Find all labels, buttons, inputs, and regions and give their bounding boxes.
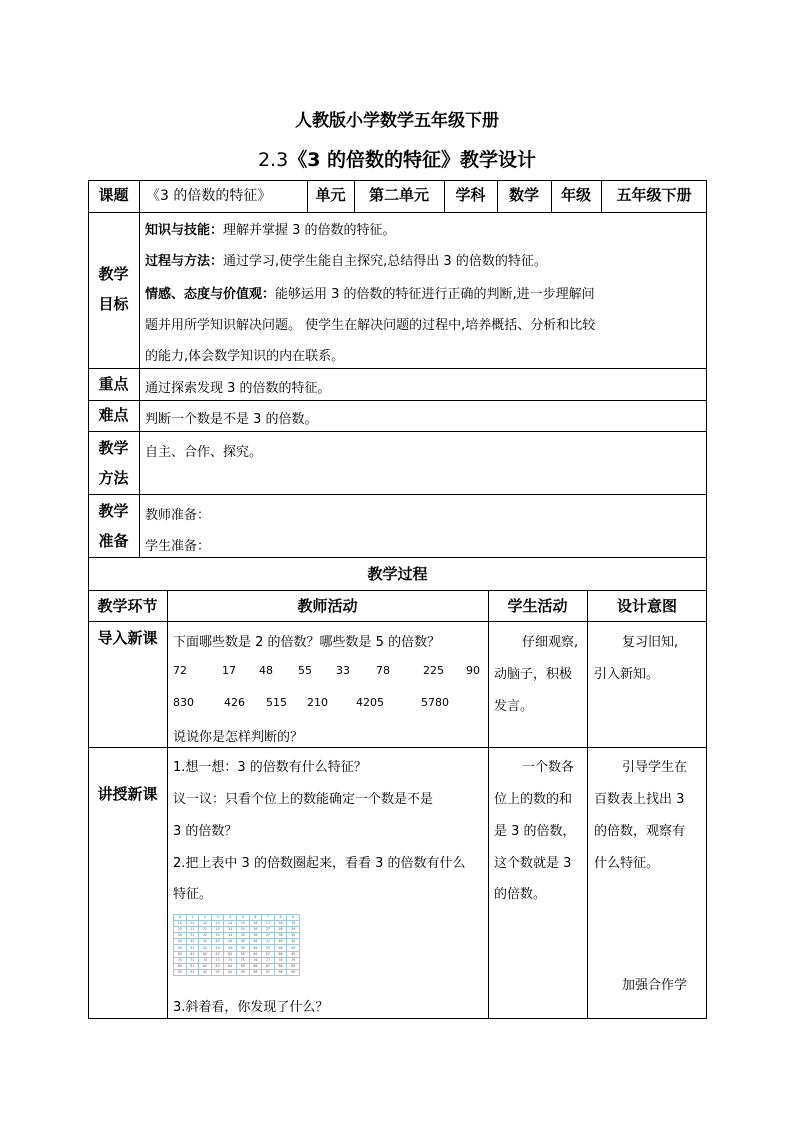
course-label: 课题 bbox=[98, 186, 129, 204]
hundred-chart-cell: 40 bbox=[174, 939, 187, 945]
method-label-1: 教学 bbox=[98, 439, 129, 457]
hundred-chart-cell: 88 bbox=[274, 963, 287, 969]
intro-intent-2: 引入新知。 bbox=[594, 667, 660, 682]
hundred-chart-cell: 38 bbox=[274, 933, 287, 939]
hundred-chart-cell: 39 bbox=[287, 933, 300, 939]
difficult-label: 难点 bbox=[98, 406, 129, 424]
hundred-chart-cell: 83 bbox=[211, 963, 224, 969]
hundred-chart-cell: 58 bbox=[274, 945, 287, 951]
hundred-chart-cell: 12 bbox=[199, 921, 212, 927]
hundred-chart-cell: 46 bbox=[249, 939, 262, 945]
number: 17 bbox=[222, 664, 236, 677]
lesson-step-1: 1.想一想：3 的倍数有什么特征？ bbox=[173, 760, 367, 775]
hundred-chart-cell: 6 bbox=[249, 915, 262, 921]
hundred-chart-cell: 89 bbox=[287, 963, 300, 969]
goal-process bbox=[145, 250, 547, 269]
intro-intent-1: 复习旧知, bbox=[622, 635, 679, 650]
lesson-title: 《3 的倍数的特征》教学设计 bbox=[288, 149, 537, 171]
hundred-chart-cell: 10 bbox=[174, 921, 187, 927]
intro-student-2: 动脑子，积极 bbox=[494, 667, 573, 682]
hundred-chart-cell: 42 bbox=[199, 939, 212, 945]
hundred-chart-cell: 71 bbox=[186, 957, 199, 963]
hundred-chart-cell: 43 bbox=[211, 939, 224, 945]
hundred-chart-cell: 2 bbox=[199, 915, 212, 921]
col-student: 学生活动 bbox=[507, 597, 568, 615]
hundred-chart-cell: 79 bbox=[287, 957, 300, 963]
hundred-chart-cell: 33 bbox=[211, 933, 224, 939]
number: 5780 bbox=[421, 696, 449, 709]
lesson-intent-2: 百数表上找出 3 bbox=[594, 792, 685, 807]
col-teacher: 教师活动 bbox=[297, 597, 358, 615]
hundred-chart-cell: 62 bbox=[199, 951, 212, 957]
hundred-chart-cell: 92 bbox=[199, 969, 212, 975]
hundred-chart-cell: 48 bbox=[274, 939, 287, 945]
hundred-chart-cell: 26 bbox=[249, 927, 262, 933]
goal-attitude-text: 能够运用 3 的倍数的特征进行正确的判断,进一步理解问 bbox=[275, 287, 595, 302]
hundred-chart-cell: 93 bbox=[211, 969, 224, 975]
hundred-chart-cell: 77 bbox=[262, 957, 275, 963]
hundred-chart-cell: 52 bbox=[199, 945, 212, 951]
lesson-student-3: 是 3 的倍数， bbox=[494, 824, 576, 839]
hundred-chart-cell: 28 bbox=[274, 927, 287, 933]
hundred-chart-cell: 53 bbox=[211, 945, 224, 951]
hundred-chart-cell: 19 bbox=[287, 921, 300, 927]
hundred-chart-cell: 17 bbox=[262, 921, 275, 927]
lesson-student-1: 一个数各 bbox=[522, 760, 575, 775]
hundred-chart-cell: 15 bbox=[236, 921, 249, 927]
hundred-chart-cell: 55 bbox=[236, 945, 249, 951]
hundred-chart-cell: 68 bbox=[274, 951, 287, 957]
key-text: 通过探索发现 3 的倍数的特征。 bbox=[145, 381, 331, 396]
hundred-chart-cell: 67 bbox=[262, 951, 275, 957]
number: 515 bbox=[266, 696, 287, 709]
hundred-chart-cell: 91 bbox=[186, 969, 199, 975]
hundred-chart-cell: 80 bbox=[174, 963, 187, 969]
hundred-chart-cell: 27 bbox=[262, 927, 275, 933]
key-label: 重点 bbox=[98, 375, 129, 393]
hundred-chart-cell: 23 bbox=[211, 927, 224, 933]
hundred-chart-cell: 99 bbox=[287, 969, 300, 975]
lesson-intent-4: 什么特征。 bbox=[594, 856, 660, 871]
hundred-chart-cell: 65 bbox=[236, 951, 249, 957]
hundred-chart-cell: 97 bbox=[262, 969, 275, 975]
hundred-chart-cell: 87 bbox=[262, 963, 275, 969]
hundred-chart-cell: 84 bbox=[224, 963, 237, 969]
number: 225 bbox=[423, 664, 444, 677]
intro-student-3: 发言。 bbox=[494, 699, 534, 714]
hundred-chart-cell: 95 bbox=[236, 969, 249, 975]
hundred-chart-cell: 13 bbox=[211, 921, 224, 927]
hundred-chart-cell: 94 bbox=[224, 969, 237, 975]
hundred-chart-cell: 59 bbox=[287, 945, 300, 951]
hundred-chart-cell: 18 bbox=[274, 921, 287, 927]
hundred-chart-cell: 56 bbox=[249, 945, 262, 951]
lesson-student-5: 的倍数。 bbox=[494, 887, 547, 902]
hundred-chart-cell: 9 bbox=[287, 915, 300, 921]
hundred-chart-cell: 75 bbox=[236, 957, 249, 963]
grade-label: 年级 bbox=[560, 186, 591, 204]
lesson-student-2: 位上的数的和 bbox=[494, 792, 573, 807]
lesson-step-2-cont: 特征。 bbox=[173, 887, 213, 902]
goal-knowledge-text: 理解并掌握 3 的倍数的特征。 bbox=[223, 223, 396, 238]
hundred-chart-cell: 21 bbox=[186, 927, 199, 933]
method-text: 自主、合作、探究。 bbox=[145, 445, 263, 460]
hundred-chart-cell: 24 bbox=[224, 927, 237, 933]
hundred-chart-cell: 74 bbox=[224, 957, 237, 963]
hundred-chart-cell: 11 bbox=[186, 921, 199, 927]
col-stage: 教学环节 bbox=[97, 597, 158, 615]
lesson-discuss-2: 3 的倍数？ bbox=[173, 824, 238, 839]
hundred-chart-cell: 3 bbox=[211, 915, 224, 921]
hundred-chart-cell: 1 bbox=[186, 915, 199, 921]
hundred-chart-cell: 76 bbox=[249, 957, 262, 963]
difficult-text: 判断一个数是不是 3 的倍数。 bbox=[145, 412, 318, 427]
lesson-student-4: 这个数就是 3 bbox=[494, 856, 572, 871]
hundred-chart-cell: 66 bbox=[249, 951, 262, 957]
hundred-chart-cell: 57 bbox=[262, 945, 275, 951]
hundred-chart-cell: 96 bbox=[249, 969, 262, 975]
number: 78 bbox=[376, 664, 390, 677]
hundred-chart-cell: 69 bbox=[287, 951, 300, 957]
hundred-chart-cell: 82 bbox=[199, 963, 212, 969]
hundred-chart-cell: 4 bbox=[224, 915, 237, 921]
unit-label: 单元 bbox=[315, 186, 346, 204]
hundred-chart-cell: 49 bbox=[287, 939, 300, 945]
hundred-chart-cell: 64 bbox=[224, 951, 237, 957]
hundred-chart-cell: 86 bbox=[249, 963, 262, 969]
hundred-chart-cell: 30 bbox=[174, 933, 187, 939]
lesson-discuss: 议一议：只看个位上的数能确定一个数是不是 bbox=[173, 792, 434, 807]
lesson-intent-1: 引导学生在 bbox=[622, 760, 688, 775]
hundred-chart-cell: 51 bbox=[186, 945, 199, 951]
subject-label: 学科 bbox=[455, 186, 486, 204]
process-title: 教学过程 bbox=[367, 565, 428, 583]
hundred-chart-cell: 44 bbox=[224, 939, 237, 945]
intro-question: 下面哪些数是 2 的倍数？哪些数是 5 的倍数？ bbox=[173, 635, 441, 650]
number: 830 bbox=[173, 696, 194, 709]
number: 33 bbox=[336, 664, 350, 677]
goal-process-text: 通过学习,使学生能自主探究,总结得出 3 的倍数的特征。 bbox=[223, 254, 547, 269]
lesson-stage: 讲授新课 bbox=[97, 785, 158, 803]
prep-student: 学生准备： bbox=[145, 539, 211, 554]
unit-value: 第二单元 bbox=[368, 186, 429, 204]
goal-attitude-line2: 题并用所学知识解决问题。 使学生在解决问题的过程中,培养概括、分析和比较 bbox=[145, 318, 596, 333]
hundred-chart-cell: 73 bbox=[211, 957, 224, 963]
hundred-chart-cell: 61 bbox=[186, 951, 199, 957]
prep-label-2: 准备 bbox=[98, 532, 129, 550]
hundred-chart-table bbox=[173, 914, 300, 976]
prep-label-1: 教学 bbox=[98, 502, 129, 520]
hundred-chart-cell: 34 bbox=[224, 933, 237, 939]
lesson-step-2: 2.把上表中 3 的倍数圈起来，看看 3 的倍数有什么 bbox=[173, 856, 466, 871]
hundred-chart-cell: 70 bbox=[174, 957, 187, 963]
goals-label-2: 目标 bbox=[98, 295, 129, 313]
hundred-chart-cell: 8 bbox=[274, 915, 287, 921]
subject-value: 数学 bbox=[508, 186, 539, 204]
hundred-chart-cell: 36 bbox=[249, 933, 262, 939]
intro-stage: 导入新课 bbox=[97, 629, 158, 647]
hundred-chart-cell: 22 bbox=[199, 927, 212, 933]
hundred-chart-cell: 16 bbox=[249, 921, 262, 927]
hundred-chart-cell: 78 bbox=[274, 957, 287, 963]
hundred-chart-row bbox=[174, 969, 300, 975]
hundred-chart-cell: 25 bbox=[236, 927, 249, 933]
hundred-chart-cell: 54 bbox=[224, 945, 237, 951]
grade-value: 五年级下册 bbox=[616, 186, 692, 204]
course-value: 《3 的倍数的特征》 bbox=[146, 188, 272, 204]
hundred-chart-cell: 7 bbox=[262, 915, 275, 921]
hundred-chart-cell: 14 bbox=[224, 921, 237, 927]
hundred-chart-cell: 81 bbox=[186, 963, 199, 969]
goal-attitude-title: 情感、态度与价值观： bbox=[145, 287, 276, 302]
goal-attitude-line3: 的能力,体会数学知识的内在联系。 bbox=[145, 349, 345, 364]
col-intent: 设计意图 bbox=[616, 597, 677, 615]
hundred-chart-cell: 45 bbox=[236, 939, 249, 945]
hundred-chart-cell: 41 bbox=[186, 939, 199, 945]
hundred-chart-cell: 60 bbox=[174, 951, 187, 957]
goal-knowledge bbox=[145, 219, 396, 238]
goal-knowledge-title: 知识与技能： bbox=[145, 223, 224, 238]
number: 55 bbox=[298, 664, 312, 677]
goal-process-title: 过程与方法： bbox=[145, 254, 224, 269]
goal-attitude bbox=[145, 283, 595, 302]
hundred-chart-cell: 35 bbox=[236, 933, 249, 939]
number: 426 bbox=[224, 696, 245, 709]
hundred-chart-cell: 31 bbox=[186, 933, 199, 939]
hundred-chart-cell: 32 bbox=[199, 933, 212, 939]
hundred-chart-cell: 90 bbox=[174, 969, 187, 975]
number: 210 bbox=[307, 696, 328, 709]
hundred-chart-cell: 85 bbox=[236, 963, 249, 969]
hundred-chart-cell: 29 bbox=[287, 927, 300, 933]
intro-student-1: 仔细观察, bbox=[522, 635, 579, 650]
lesson-number: 2.3 bbox=[257, 149, 289, 171]
hundred-chart-cell: 37 bbox=[262, 933, 275, 939]
hundred-chart bbox=[173, 914, 300, 976]
hundred-chart-cell: 98 bbox=[274, 969, 287, 975]
goals-label-1: 教学 bbox=[98, 265, 129, 283]
number: 48 bbox=[259, 664, 273, 677]
hundred-chart-cell: 63 bbox=[211, 951, 224, 957]
number: 90 bbox=[466, 664, 480, 677]
prep-teacher: 教师准备： bbox=[145, 508, 211, 523]
lesson-intent-5: 加强合作学 bbox=[622, 978, 688, 993]
number: 72 bbox=[173, 664, 187, 677]
lesson-step-3: 3.斜着看，你发现了什么？ bbox=[173, 1000, 329, 1015]
hundred-chart-cell: 0 bbox=[174, 915, 187, 921]
hundred-chart-cell: 20 bbox=[174, 927, 187, 933]
hundred-chart-cell: 72 bbox=[199, 957, 212, 963]
hundred-chart-cell: 47 bbox=[262, 939, 275, 945]
lesson-intent-3: 的倍数，观察有 bbox=[594, 824, 686, 839]
intro-question-2: 说说你是怎样判断的？ bbox=[173, 730, 304, 745]
method-label-2: 方法 bbox=[98, 469, 129, 487]
number: 4205 bbox=[356, 696, 384, 709]
hundred-chart-cell: 5 bbox=[236, 915, 249, 921]
hundred-chart-cell: 50 bbox=[174, 945, 187, 951]
page-title: 人教版小学数学五年级下册 bbox=[295, 111, 499, 131]
